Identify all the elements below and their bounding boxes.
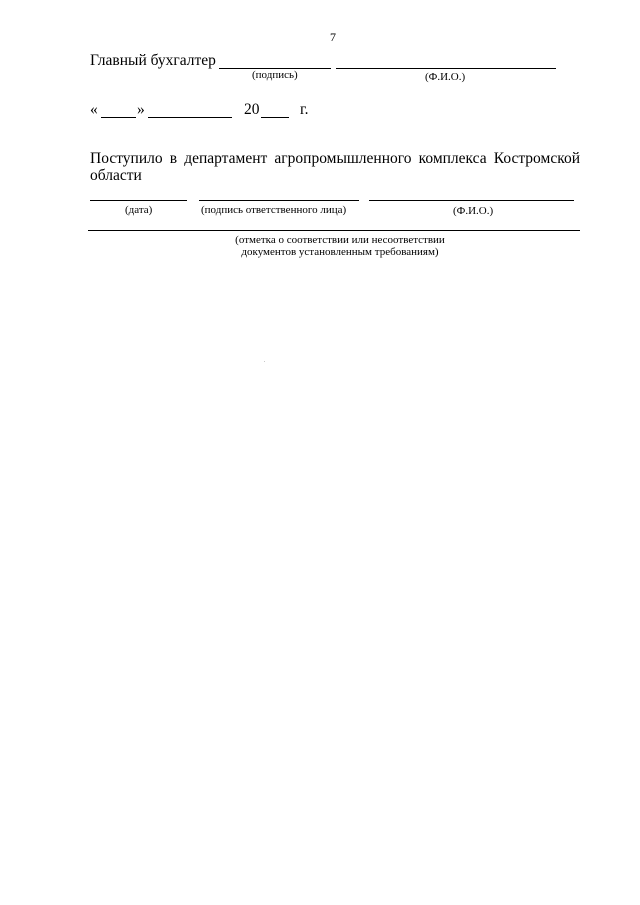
chief-accountant-fio-line[interactable] xyxy=(336,68,556,69)
page-number: 7 xyxy=(330,30,336,44)
chief-accountant-signature-caption: (подпись) xyxy=(252,69,298,81)
chief-accountant-fio-caption: (Ф.И.О.) xyxy=(425,71,466,83)
date-month-line[interactable] xyxy=(148,117,232,118)
date-close-quote: » xyxy=(137,101,145,118)
received-signature-caption: (подпись ответственного лица) xyxy=(201,204,347,216)
date-year-line[interactable] xyxy=(261,117,289,118)
received-fio-line[interactable] xyxy=(369,200,574,201)
received-fio-caption: (Ф.И.О.) xyxy=(453,205,494,217)
compliance-note-line2: документов установленным требованиям) xyxy=(241,246,439,258)
scan-speck xyxy=(264,361,265,362)
date-year-prefix: 20 xyxy=(244,101,260,118)
received-date-line[interactable] xyxy=(90,200,187,201)
date-open-quote: « xyxy=(90,101,98,118)
chief-accountant-label: Главный бухгалтер xyxy=(90,52,216,69)
received-text-line1: Поступило в департамент агропромышленного комплекса Костромской xyxy=(90,150,580,167)
date-year-suffix: г. xyxy=(300,101,309,118)
compliance-note-line1: (отметка о соответствии или несоответствии xyxy=(235,234,445,246)
received-text-line2: области xyxy=(90,167,142,184)
received-signature-line[interactable] xyxy=(199,200,359,201)
date-day-line[interactable] xyxy=(101,117,136,118)
received-date-caption: (дата) xyxy=(125,204,153,216)
compliance-mark-line[interactable] xyxy=(88,230,580,231)
